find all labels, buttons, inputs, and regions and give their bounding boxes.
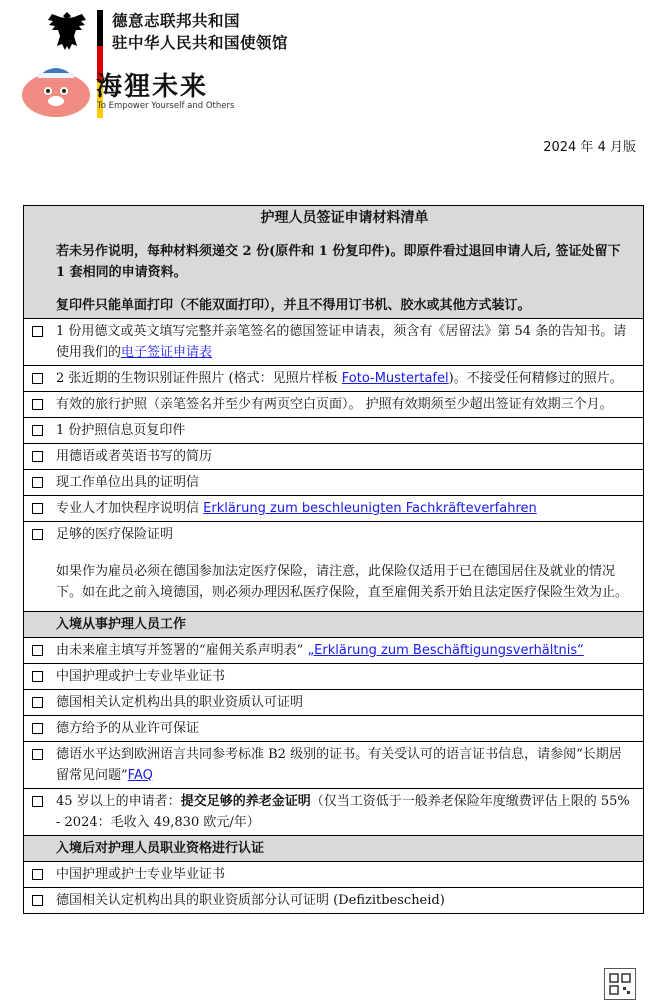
checkbox[interactable] [32,529,43,540]
employment-declaration-link[interactable]: „Erklärung zum Beschäftigungsverhältnis“ [307,643,584,658]
brand-name: 海狸未来 [96,72,209,102]
section-title-nursing-work: 入境从事护理人员工作 [24,612,644,638]
checkbox[interactable] [32,796,43,807]
checkbox[interactable] [32,895,43,906]
photo-template-link[interactable]: Foto-Mustertafel [341,371,449,386]
checkbox[interactable] [32,477,43,488]
intro-copies-note: 若未另作说明，每种材料须递交 2 份(原件和 1 份复印件)。即原件看过退回申请人后, 签证处留下 1 套相同的申请资料。 [56,244,621,280]
document-version-date: 2024 年 4 月版 [543,140,636,155]
checklist-item-passport-copy: 1 份护照信息页复印件 [24,418,644,444]
embassy-name-line1: 德意志联邦共和国 [112,12,241,30]
checkbox[interactable] [32,425,43,436]
intro-print-note: 复印件只能单面打印（不能双面打印），并且不得用订书机、胶水或其他方式装订。 [56,298,531,313]
checkbox[interactable] [32,503,43,514]
checkbox[interactable] [32,373,43,384]
faq-link[interactable]: FAQ [127,768,153,783]
brand-tagline: To Empower Yourself and Others [97,101,235,111]
checklist-item-pension: 45 岁以上的申请者：提交足够的养老金证明（仅当工资低于一般养老保险年度缴费评估上限的 55% - 2024：毛收入 49,830 欧元/年） [24,789,644,836]
checklist-item-fast-track: 专业人才加快程序说明信 Erklärung zum beschleunigten Fachkräfteverfahren [24,496,644,522]
insurance-note: 如果作为雇员必须在德国参加法定医疗保险，请注意，此保险仅适用于已在德国居住及就业的情况下。如在此之前入境德国，则必须办理因私医疗保险，直至雇佣关系开始且法定医疗保险生效为止。 [56,564,629,600]
checklist-item-diploma: 中国护理或护士专业毕业证书 [24,664,644,690]
section-title-recognition-after-entry: 入境后对护理人员职业资格进行认证 [24,836,644,862]
checklist-item-partial-recognition: 德国相关认定机构出具的职业资质部分认可证明 (Defizitbescheid) [24,888,644,914]
checklist-item-work-permit: 德方给予的从业许可保证 [24,716,644,742]
checkbox[interactable] [32,451,43,462]
checklist-item-language: 德语水平达到欧洲语言共同参考标准 B2 级别的证书。有关受认可的语言证书信息，请参阅“长期居留常见问题”FAQ [24,742,644,789]
letterhead [0,0,330,135]
fast-track-form-link[interactable]: Erklärung zum beschleunigten Fachkräfteverfahren [203,501,537,516]
checkbox[interactable] [32,869,43,880]
checklist-item-form: 1 份用德文或英文填写完整并亲笔签名的德国签证申请表，须含有《居留法》第 54 条的告知书。请使用我们的电子签证申请表 [24,319,644,366]
checkbox[interactable] [32,697,43,708]
checklist-intro [24,206,644,319]
checkbox[interactable] [32,671,43,682]
checklist-item-recognition: 德国相关认定机构出具的职业资质认可证明 [24,690,644,716]
checkbox[interactable] [32,723,43,734]
checkbox[interactable] [32,749,43,760]
checklist-item-insurance: 足够的医疗保险证明 如果作为雇员必须在德国参加法定医疗保险，请注意，此保险仅适用于已在德国居住及就业的情况下。如在此之前入境德国，则必须办理因私医疗保险，直至雇佣关系开始且法定医疗保险生效为止。 [24,522,644,612]
checklist-item-passport: 有效的旅行护照（亲笔签名并至少有两页空白页面）。 护照有效期须至少超出签证有效期三个月。 [24,392,644,418]
checklist-item-employment-declaration: 由未来雇主填写并签署的“雇佣关系声明表” „Erklärung zum Beschäftigungsverhältnis“ [24,638,644,664]
embassy-name-line2: 驻中华人民共和国使领馆 [112,34,289,52]
checklist-item-cv: 用德语或者英语书写的简历 [24,444,644,470]
checklist-item-photo: 2 张近期的生物识别证件照片 (格式：见照片样板 Foto-Mustertafel)。不接受任何精修过的照片。 [24,366,644,392]
checklist-item-diploma-2: 中国护理或护士专业毕业证书 [24,862,644,888]
beaver-mascot-logo [20,57,92,119]
visa-form-link[interactable]: 电子签证申请表 [121,345,213,360]
checkbox[interactable] [32,645,43,656]
german-eagle-icon [44,8,90,54]
checklist-item-employer-letter: 现工作单位出具的证明信 [24,470,644,496]
checkbox[interactable] [32,326,43,337]
checklist-table [23,205,644,914]
scan-qr-icon[interactable] [604,968,636,1000]
checkbox[interactable] [32,399,43,410]
checklist-title: 护理人员签证申请材料清单 [260,210,429,226]
